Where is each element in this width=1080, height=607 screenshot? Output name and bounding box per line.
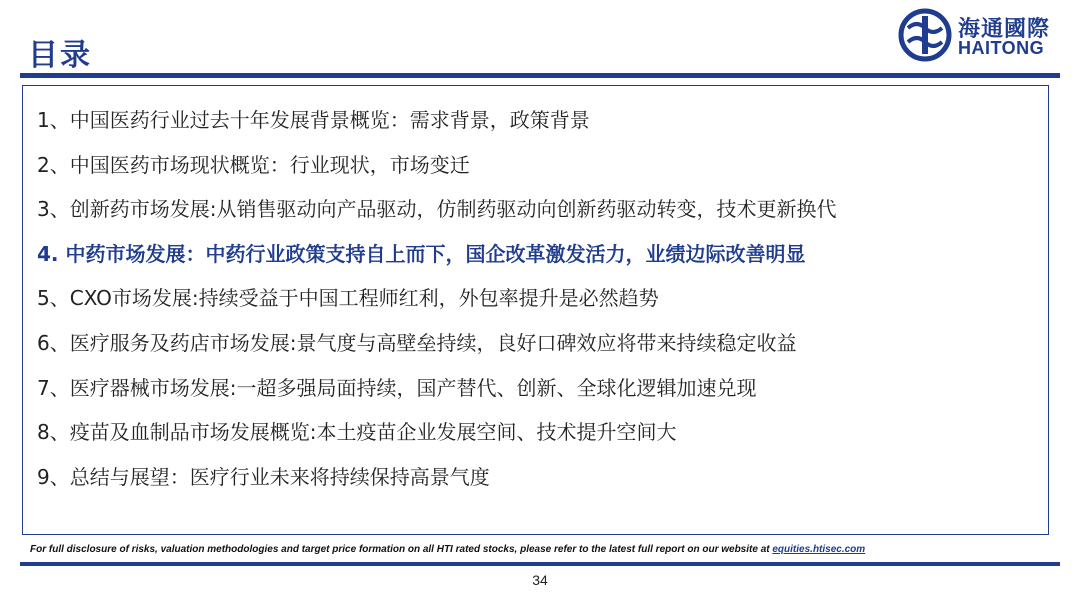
toc-item-5: 5、CXO市场发展:持续受益于中国工程师红利，外包率提升是必然趋势 <box>37 286 659 311</box>
toc-item-4-current: 4. 中药市场发展：中药行业政策支持自上而下，国企改革激发活力，业绩边际改善明显 <box>37 241 806 266</box>
page-number: 34 <box>532 572 548 588</box>
page-title: 目录 <box>28 38 92 73</box>
toc-item-2: 2、中国医药市场现状概览：行业现状，市场变迁 <box>37 152 470 177</box>
toc-item-3: 3、创新药市场发展:从销售驱动向产品驱动，仿制药驱动向创新药驱动转变，技术更新换代 <box>37 197 837 222</box>
footer-divider <box>20 562 1060 566</box>
toc-list <box>37 98 836 499</box>
header-divider <box>20 73 1060 78</box>
disclaimer-text: For full disclosure of risks, valuation methodologies and target price formation on all HTI rated stocks, please refer to the latest full report on our website at <box>30 544 773 555</box>
toc-item-8: 8、疫苗及血制品市场发展概览:本土疫苗企业发展空间、技术提升空间大 <box>37 420 677 445</box>
toc-item-1: 1、中国医药行业过去十年发展背景概览：需求背景，政策背景 <box>37 108 590 132</box>
footer-disclaimer <box>30 544 865 555</box>
haitong-logo <box>898 8 1058 64</box>
toc-panel <box>22 85 1049 535</box>
logo-chinese-text: 海通國際 <box>958 17 1051 42</box>
website-link[interactable]: equities.htisec.com <box>772 544 866 555</box>
haitong-emblem-icon <box>898 8 952 62</box>
toc-item-6: 6、医疗服务及药店市场发展:景气度与高壁垒持续，良好口碑效应将带来持续稳定收益 <box>37 330 797 355</box>
logo-english-text: HAITONG <box>958 38 1045 58</box>
toc-item-7: 7、医疗器械市场发展:一超多强局面持续，国产替代、创新、全球化逻辑加速兑现 <box>37 375 757 400</box>
toc-item-9: 9、总结与展望：医疗行业未来将持续保持高景气度 <box>37 464 490 489</box>
